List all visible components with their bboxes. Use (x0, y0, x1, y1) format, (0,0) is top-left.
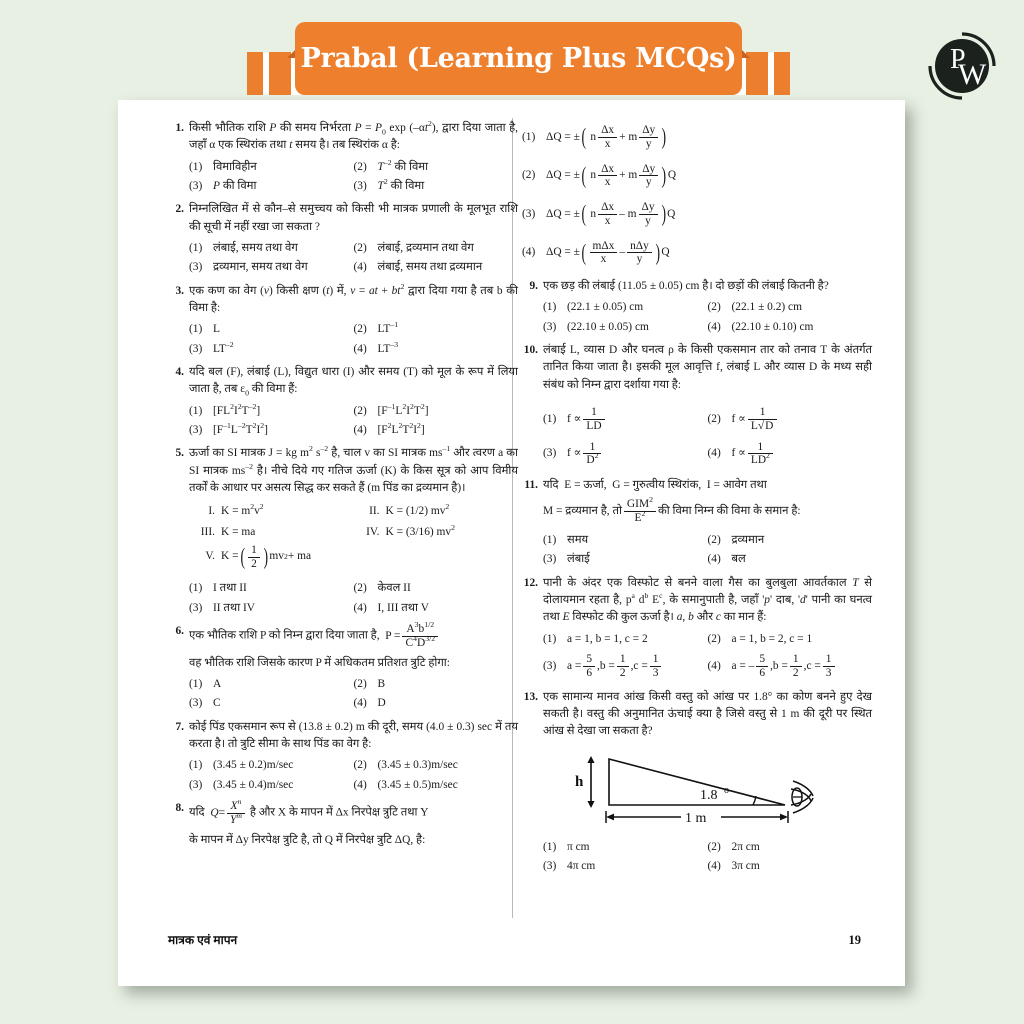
question-text: पानी के अंदर एक विस्फोट से बनने वाला गैस का बुलबुला आवर्तकाल T से दोलायमान रहता है, $p^a$ $d^b$ $E^c$, के समानुपाती है, जहाँ 'p' दाब, 'd' पानी का घनत्व तथा E विस्फोट की कुल ऊर्जा है। a, b और c का मान हैं: (543, 576, 873, 624)
option[interactable]: (2) लंबाई, द्रव्यमान तथा वेग (353, 241, 474, 254)
option[interactable]: (4) (22.10 ± 0.10) cm (707, 320, 814, 333)
option[interactable]: (3) द्रव्यमान, समय तथा वेग (189, 261, 308, 274)
option[interactable]: (2) (22.1 ± 0.2) cm (707, 301, 802, 314)
svg-text:1.8: 1.8 (700, 787, 718, 803)
question-text-2: के मापन में Δy निरपेक्ष त्रुटि है, तो Q में निरपेक्ष त्रुटि ΔQ, है: (189, 834, 426, 847)
question-text: यदि बल (F), लंबाई (L), विद्युत धारा (I) और समय (T) को मूल के रूप में लिया जाता है, तब $\varepsilon_0$ की विमा हैं: (189, 365, 518, 398)
page-footer (168, 931, 861, 948)
option[interactable]: (3) C (189, 697, 221, 710)
question-text: यदि E = ऊर्जा, G = गुरुत्वीय स्थिरांक, I = आवेग तथा (543, 479, 767, 492)
question-number: 9. (529, 280, 538, 293)
question-number: 6. (175, 625, 184, 638)
svg-text:P: P (950, 44, 966, 75)
question-8-options (522, 116, 872, 266)
option[interactable]: (3) (22.10 ± 0.05) cm (543, 320, 649, 333)
question-9 (522, 278, 872, 336)
option[interactable]: (2) ΔQ = ± ( n $\frac{\Delta x}{x}$ + m $\frac{\Delta y}{y}$ ) Q (522, 162, 677, 189)
formula-q: Q = $\frac{X^n}{Y^m}$ (207, 800, 246, 827)
option[interactable]: (4) a = – $\frac{5}{6}$ ,b = $\frac{1}{2}$ ,c = $\frac{1}{3}$ (708, 653, 873, 680)
question-5 (168, 445, 518, 617)
roman-item[interactable]: V. K = ( $\frac{1}{2}$ ) mv 2 + ma (205, 543, 312, 570)
question-11 (522, 477, 872, 569)
option[interactable]: (3) (3.45 ± 0.4)m/sec (189, 778, 294, 791)
question-text: लंबाई L, व्यास D और घनत्व ρ के किसी एकसमान तार को तनाव T के अंतर्गत तानित किया जाता है। इसकी मूल आवृत्ति f, लंबाई L और व्यास D के मध्य सही संबंध को निम्न द्वारा दर्शाया गया है: (543, 344, 872, 391)
question-text-2: M = द्रव्यमान है, तो $\frac{GIM^2}{E^2}$ की विमा निम्न की विमा के समान है: (543, 495, 801, 525)
question-text: निम्नलिखित में से कौन–से समुच्चय को किसी भी मात्रक प्रणाली के मूलभूत राशि की सूची में नहीं रखा जा सकता ? (189, 203, 518, 233)
question-3 (168, 283, 518, 358)
question-number: 5. (175, 447, 184, 460)
roman-item[interactable]: II. K = (1/2) $mv^2$ (369, 502, 450, 518)
option[interactable]: (3) II तथा IV (189, 601, 256, 614)
option[interactable]: (1) a = 1, b = 1, c = 2 (543, 632, 648, 645)
option[interactable]: (3) लंबाई (543, 553, 590, 566)
question-number: 13. (523, 690, 538, 703)
pw-logo (924, 28, 1000, 104)
option[interactable]: (3) $[F^{-1}L^{-2}T^2I^2]$ (189, 421, 268, 436)
banner-plate (295, 22, 742, 95)
question-number: 11. (524, 479, 538, 492)
question-number: 10. (523, 344, 538, 357)
svg-text:W: W (958, 58, 987, 91)
svg-text:h: h (575, 773, 584, 790)
angle-diagram (557, 747, 872, 833)
question-text: यदि Q = $\frac{X^n}{Y^m}$ है और X के मापन में Δx निरपेक्ष त्रुटि तथा Y (189, 797, 429, 826)
page-sheet (118, 100, 905, 986)
option[interactable]: (2) $[F^{-1}L^2I^2T^2]$ (353, 401, 429, 417)
option[interactable]: (1) (3.45 ± 0.2)m/sec (189, 759, 294, 772)
option[interactable]: (3) $T^2$ की विमा (353, 177, 425, 192)
option[interactable]: (4) लंबाई, समय तथा द्रव्यमान (353, 261, 483, 274)
option[interactable]: (3) f ∝ $\frac{1}{D^2}$ (543, 441, 708, 468)
option[interactable]: (3) ΔQ = ± ( n $\frac{\Delta x}{x}$ – m $\frac{\Delta y}{y}$ ) Q (522, 201, 676, 227)
question-7 (168, 719, 518, 794)
banner-title: Prabal (Learning Plus MCQs) (300, 43, 737, 74)
option[interactable]: (4) (3.45 ± 0.5)m/sec (353, 778, 458, 791)
option[interactable]: (4) f ∝ $\frac{1}{LD^2}$ (708, 441, 873, 468)
question-text: एक छड़ की लंबाई (11.05 ± 0.05) cm है। दो छड़ों की लंबाई कितनी है? (543, 280, 829, 293)
roman-item[interactable]: IV. K = (3/16) $mv^2$ (366, 522, 455, 538)
question-2 (168, 201, 518, 276)
question-text: किसी भौतिक राशि P की समय निर्भरता $P = P_0$ $\exp (-\alpha t^2)$, द्वारा दिया जाता है, जहाँ α एक स्थिरांक तथा t समय है। तब स्थिरांक α है: (189, 119, 519, 152)
footer-chapter-title: मात्रक एवं मापन (168, 933, 238, 947)
question-text-2: वह भौतिक राशि जिसके कारण P में अधिकतम प्रतिशत त्रुटि होगा: (189, 656, 450, 669)
question-4 (168, 364, 518, 439)
question-number: 2. (175, 203, 184, 216)
option[interactable]: (1) ΔQ = ± ( n $\frac{\Delta x}{x}$ + m $\frac{\Delta y}{y}$ ) (522, 124, 667, 150)
option[interactable]: (4) $[F^2L^2T^2I^2]$ (353, 421, 425, 436)
option[interactable]: (4) $LT^{-3}$ (353, 339, 399, 355)
column-left (168, 114, 518, 850)
question-10 (522, 342, 872, 467)
option[interactable]: (1) (22.1 ± 0.05) cm (543, 301, 644, 314)
question-1 (168, 120, 518, 195)
option[interactable]: (1) A (189, 677, 222, 690)
question-12 (522, 575, 872, 680)
option[interactable]: (4) D (353, 697, 386, 710)
option[interactable]: (1) समय (543, 534, 589, 547)
option[interactable]: (2) (3.45 ± 0.3)m/sec (353, 759, 458, 772)
footer-page-number: 19 (848, 933, 861, 947)
option[interactable]: (2) f ∝ $\frac{1}{L√D}$ (708, 406, 873, 433)
roman-item[interactable]: III. K = ma (200, 525, 256, 538)
option[interactable]: (3) $LT^{-2}$ (189, 339, 234, 355)
option[interactable]: (2) a = 1, b = 2, c = 1 (707, 632, 813, 645)
option[interactable]: (2) $T^{-2}$ की विमा (353, 157, 429, 173)
option[interactable]: (2) द्रव्यमान (707, 534, 765, 547)
question-8 (168, 797, 518, 850)
question-number: 8. (175, 801, 184, 814)
question-13 (522, 689, 872, 876)
question-text: एक भौतिक राशि P को निम्न द्वारा दिया जाता है, P = $\frac{A^3b^{1/2}}{C^4D^{3/2}}$ (189, 623, 518, 650)
question-number: 3. (175, 284, 184, 297)
option[interactable]: (3) P की विमा (189, 179, 257, 192)
option[interactable]: (1) $[FL^2I^2T^{-2}]$ (189, 401, 261, 417)
roman-item[interactable]: I. $K = m^2v^2$ (208, 502, 264, 518)
option[interactable]: (4) ΔQ = ± ( $\frac{\text{mΔx}}{x}$ – $\frac{\text{nΔy}}{y}$ ) Q (522, 239, 670, 266)
option[interactable]: (2) केवल II (353, 582, 411, 595)
formula-p: P = $\frac{A^3b^{1/2}}{C^4D^{3/2}}$ (382, 623, 440, 650)
question-number: 4. (175, 365, 184, 378)
svg-text:o: o (724, 784, 729, 796)
option[interactable]: (1) लंबाई, समय तथा वेग (189, 241, 298, 254)
option[interactable]: (1) विमाविहीन (189, 160, 257, 173)
question-text: एक सामान्य मानव आंख किसी वस्तु को आंख पर 1.8° का कोण बनने हुए देख सकती है। वस्तु की अनुमानित ऊंचाई क्या है जिसे वस्तु से 1 m की दूरी पर स्थित आंख से देखा जा सकता है? (543, 690, 872, 738)
question-text: एक कण का वेग (v) किसी क्षण (t) में, v = at + $bt^2$ द्वारा दिया गया है तब b की विमा है: (189, 281, 518, 314)
question-number: 12. (523, 576, 538, 589)
column-right (522, 114, 872, 875)
question-6 (168, 620, 518, 713)
option[interactable]: (2) 2π cm (707, 840, 760, 853)
option[interactable]: (3) a = $\frac{5}{6}$ ,b = $\frac{1}{2}$ ,c = $\frac{1}{3}$ (543, 653, 708, 680)
question-text: कोई पिंड एकसमान रूप से (13.8 ± 0.2) m की दूरी, समय (4.0 ± 0.3) sec में तय करता है। तो त्रुटि सीमा के साथ पिंड का वेग है: (189, 720, 518, 750)
option[interactable]: (4) I, III तथा V (353, 601, 430, 614)
question-number: 1. (175, 122, 184, 134)
option[interactable]: (1) f ∝ $\frac{1}{LD}$ (543, 406, 708, 433)
roman-option-list (189, 500, 518, 570)
option[interactable]: (2) B (353, 677, 386, 690)
question-text: ऊर्जा का SI मात्रक J = kg $m^2$ $s^{-2}$ है, चाल v का SI मात्रक $ms^{-1}$ और त्वरण a का SI मात्रक $ms^{-2}$ है। नीचे दिये गए गतिज ऊर्जा (K) के किस सूत्र को आप विमीय तर्कों के आधार पर असत्य सिद्ध कर सकते हैं (m पिंड का द्रव्यमान है)। (189, 444, 518, 494)
option[interactable]: (1) L (189, 323, 220, 336)
option[interactable]: (4) बल (707, 553, 746, 566)
option[interactable]: (2) $LT^{-1}$ (353, 320, 399, 336)
option[interactable]: (4) 3π cm (707, 860, 760, 873)
option[interactable]: (3) 4π cm (543, 860, 596, 873)
option[interactable]: (1) π cm (543, 840, 590, 853)
header-banner (247, 22, 790, 98)
svg-text:1 m: 1 m (685, 810, 707, 826)
question-number: 7. (175, 720, 184, 733)
option[interactable]: (1) I तथा II (189, 582, 247, 595)
